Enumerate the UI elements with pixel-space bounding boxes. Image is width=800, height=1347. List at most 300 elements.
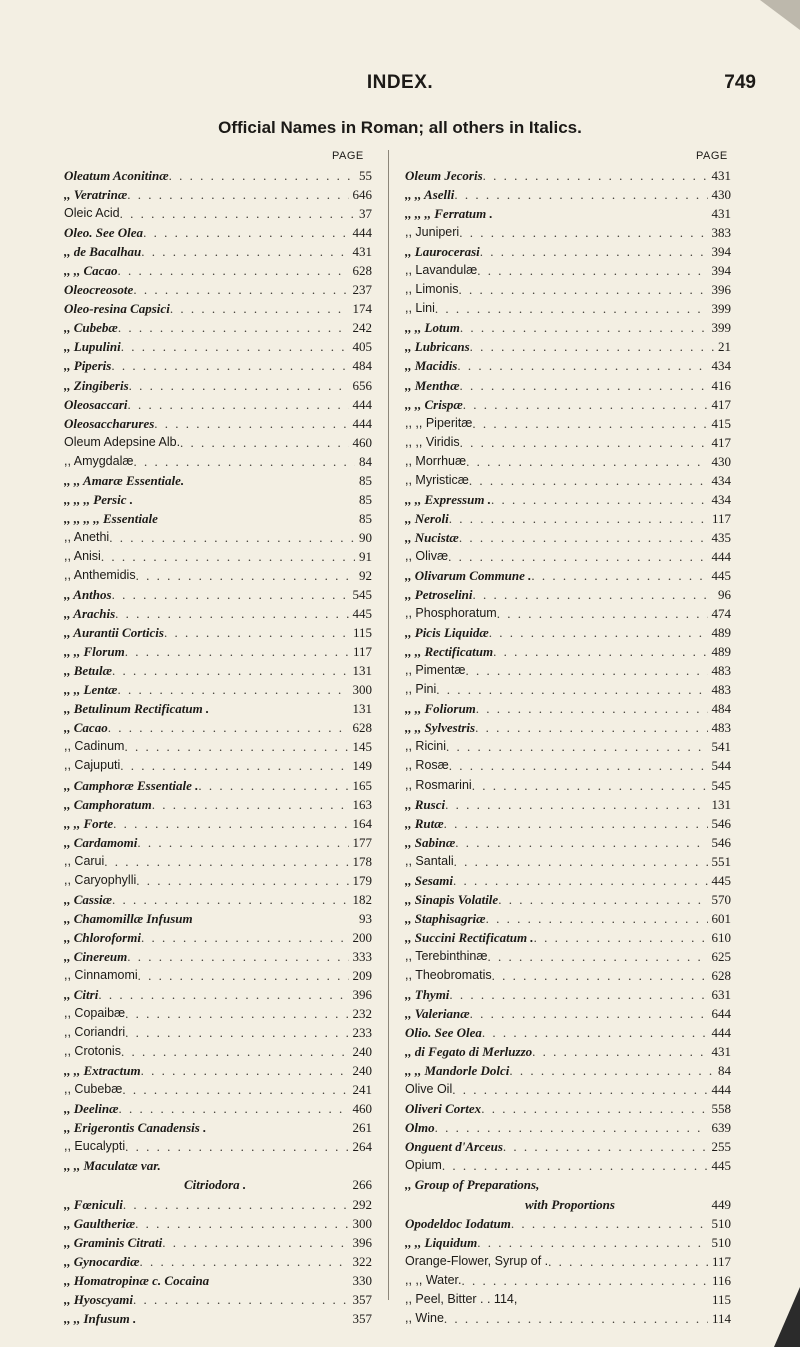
entry-name: ,, ,, ,, Ferratum . <box>405 206 493 222</box>
leader-dots <box>127 947 348 966</box>
leader-dots <box>445 795 707 814</box>
entry-page-number <box>368 1156 372 1175</box>
entry-page-number: 444 <box>352 396 372 412</box>
entry-page-number: 242 <box>352 320 372 336</box>
leader-dots <box>128 395 349 414</box>
leader-dots <box>133 280 348 299</box>
index-entry <box>405 1042 731 1061</box>
index-entry <box>64 1042 372 1061</box>
leader-dots <box>115 604 348 623</box>
index-entry <box>64 680 372 699</box>
leader-dots <box>180 433 348 452</box>
index-entry <box>64 547 372 566</box>
entry-name: ,, Valerianæ <box>405 1006 470 1022</box>
entry-page-number: 628 <box>711 967 731 983</box>
entry-page-number: 240 <box>352 1044 372 1060</box>
entry-page-number: 444 <box>711 1025 731 1041</box>
entry-name: ,, ,, Foliorum <box>405 701 476 717</box>
entry-name: Oleosaccharures <box>64 415 155 431</box>
leader-dots <box>184 471 355 490</box>
index-entry <box>64 566 372 585</box>
entry-name: ,, Rutæ <box>405 815 444 831</box>
index-entry <box>64 1061 372 1080</box>
index-entry <box>405 1023 731 1042</box>
entry-page-number: 610 <box>711 929 731 945</box>
leader-dots <box>141 242 348 261</box>
entry-name: Oleic Acid <box>64 206 120 221</box>
index-entry <box>64 718 372 737</box>
entry-page-number: 431 <box>711 168 731 183</box>
entry-name: ,, Limonis <box>405 282 459 297</box>
leader-dots <box>615 1195 708 1214</box>
page-title: INDEX. <box>366 72 434 93</box>
entry-name: ,, Morrhuæ <box>405 453 467 468</box>
index-entry <box>64 204 372 223</box>
index-entry <box>405 223 731 242</box>
entry-page-number: 396 <box>352 987 372 1003</box>
index-entry <box>405 337 731 356</box>
index-entry <box>64 623 372 642</box>
leader-dots <box>454 185 707 204</box>
leader-dots <box>101 547 355 566</box>
entry-page-number: 445 <box>711 872 731 888</box>
entry-name: ,, Betulinum Rectificatum . <box>64 701 210 717</box>
index-entry <box>64 337 372 356</box>
entry-page-number: 417 <box>711 434 731 450</box>
entry-page-number: 333 <box>352 948 372 964</box>
entry-page-number: 233 <box>352 1025 372 1041</box>
leader-dots <box>435 1118 708 1137</box>
leader-dots <box>121 337 349 356</box>
index-entry <box>405 776 731 795</box>
index-entry <box>64 966 372 985</box>
index-entry <box>64 1004 372 1023</box>
entry-page-number: 149 <box>352 758 372 774</box>
leader-dots <box>170 299 349 318</box>
entry-name: ,, Theobromatis <box>405 967 492 982</box>
entry-name: ,, Deelinæ <box>64 1101 119 1117</box>
leader-dots <box>491 490 708 509</box>
leader-dots <box>104 852 348 871</box>
entry-name: ,, ,, Florum <box>64 644 125 660</box>
leader-dots <box>125 1023 348 1042</box>
entry-name: ,, ,, ,, Persic . <box>64 491 133 507</box>
entry-page-number: 431 <box>711 1044 731 1060</box>
leader-dots <box>466 452 707 471</box>
entry-name: ,, Caryophylli <box>64 872 137 887</box>
entry-page-number: 237 <box>352 282 372 298</box>
entry-page-number: 178 <box>352 853 372 869</box>
leader-dots <box>493 204 708 223</box>
index-entry <box>64 299 372 318</box>
leader-dots <box>497 604 708 623</box>
entry-name: ,, Eucalypti <box>64 1139 126 1154</box>
entry-page-number: 431 <box>711 206 731 222</box>
leader-dots <box>449 985 707 1004</box>
index-entry <box>405 966 731 985</box>
entry-page-number: 558 <box>711 1101 731 1117</box>
entry-page-number: 394 <box>711 263 731 279</box>
index-entry <box>405 1004 731 1023</box>
entry-name: ,, Nucistæ <box>405 529 459 545</box>
index-entry <box>405 909 731 928</box>
page-header <box>40 72 760 102</box>
index-entry <box>64 471 372 490</box>
entry-name: ,, Cinnamomi <box>64 967 138 982</box>
index-entry <box>64 795 372 814</box>
entry-page-number: 394 <box>711 244 731 260</box>
entry-page-number: 546 <box>711 815 731 831</box>
entry-page-number: 117 <box>711 1253 731 1269</box>
entry-page-number: 255 <box>711 1139 731 1155</box>
leader-dots <box>460 433 708 452</box>
leader-dots <box>448 547 707 566</box>
index-entry <box>64 318 372 337</box>
entry-name: ,, Group of Preparations, <box>405 1177 540 1193</box>
entry-name: ,, Crotonis <box>64 1044 121 1059</box>
index-entry <box>405 280 731 299</box>
entry-name: ,, Gaultheriæ <box>64 1215 136 1231</box>
entry-page-number: 510 <box>711 1215 731 1231</box>
entry-name: ,, Wine <box>405 1310 444 1325</box>
entry-name: ,, ,, ,, ,, Essentiale <box>64 510 158 526</box>
entry-page-number: 399 <box>711 301 731 317</box>
entry-page-number: 164 <box>352 815 372 831</box>
entry-name: ,, Rosæ <box>405 758 449 773</box>
leader-dots <box>476 699 708 718</box>
entry-page-number: 431 <box>352 244 372 260</box>
leader-dots <box>141 928 349 947</box>
entry-name: ,, ,, Piperitæ <box>405 415 473 430</box>
index-entry <box>64 280 372 299</box>
index-entry <box>405 1156 731 1175</box>
leader-dots <box>463 395 708 414</box>
leader-dots <box>487 947 707 966</box>
entry-name: ,, Anethi <box>64 529 110 544</box>
entry-name: Citriodora . <box>184 1177 247 1193</box>
entry-name: ,, ,, Cacao <box>64 263 118 279</box>
entry-name: Oleum Adepsine Alb. <box>64 434 181 449</box>
entry-name: Onguent d'Arceus <box>405 1139 503 1155</box>
index-entry <box>405 547 731 566</box>
leader-dots <box>112 661 348 680</box>
entry-page-number: 261 <box>352 1120 372 1136</box>
entry-name: ,, Cinereum <box>64 948 128 964</box>
index-entry <box>64 1156 372 1175</box>
entry-page-number <box>727 1175 731 1194</box>
index-entry <box>405 299 731 318</box>
entry-name: ,, Graminis Citrati <box>64 1234 163 1250</box>
leader-dots <box>193 909 355 928</box>
leader-dots <box>139 1252 348 1271</box>
entry-name: ,, Amygdalæ <box>64 453 134 468</box>
index-entry <box>405 680 731 699</box>
entry-page-number: 483 <box>711 663 731 679</box>
entry-page-number: 489 <box>711 644 731 660</box>
entry-name: ,, Veratrinæ <box>64 187 128 203</box>
leader-dots <box>143 223 348 242</box>
index-entry <box>64 1271 372 1290</box>
entry-page-number: 628 <box>352 263 372 279</box>
entry-name: ,, Camphoræ Essentiale . <box>64 777 199 793</box>
entry-page-number: 182 <box>352 891 372 907</box>
entry-page-number: 430 <box>711 187 731 203</box>
entry-page-number: 405 <box>352 339 372 355</box>
entry-name: ,, Homatropinæ c. Cocaina <box>64 1272 210 1288</box>
leader-dots <box>117 261 348 280</box>
leader-dots <box>548 1252 708 1271</box>
entry-page-number: 37 <box>359 206 372 222</box>
entry-page-number: 300 <box>352 1215 372 1231</box>
leader-dots <box>454 852 708 871</box>
entry-page-number: 200 <box>352 929 372 945</box>
entry-page-number: 232 <box>352 1006 372 1022</box>
entry-name: ,, Lupulini <box>64 339 121 355</box>
index-entry <box>405 585 731 604</box>
entry-name: ,, ,, Lotum <box>405 320 460 336</box>
right-index-column <box>405 166 731 1328</box>
entry-name: ,, Cacao <box>64 720 108 736</box>
entry-name: ,, ,, Infusum . <box>64 1310 137 1326</box>
index-entry <box>405 1137 731 1156</box>
entry-page-number: 131 <box>711 796 731 812</box>
leader-dots <box>111 356 348 375</box>
index-entry <box>405 1118 731 1137</box>
index-entry <box>405 261 731 280</box>
entry-name: ,, ,, Amaræ Essentiale. <box>64 472 185 488</box>
index-entry <box>64 699 372 718</box>
leader-dots <box>469 471 708 490</box>
leader-dots <box>435 299 708 318</box>
entry-name: ,, Sesami <box>405 872 454 888</box>
entry-page-number: 631 <box>711 987 731 1003</box>
index-entry <box>405 814 731 833</box>
entry-page-number: 546 <box>711 834 731 850</box>
index-entry <box>64 261 372 280</box>
entry-page-number: 545 <box>352 587 372 603</box>
entry-page-number: 91 <box>359 548 372 564</box>
leader-dots <box>246 1175 348 1194</box>
index-entry <box>405 1080 731 1099</box>
entry-page-number: 434 <box>711 491 731 507</box>
entry-name: ,, Petroselini <box>405 587 473 603</box>
entry-name: ,, Aurantii Corticis <box>64 625 164 641</box>
entry-page-number: 177 <box>352 834 372 850</box>
entry-name: ,, Anisi <box>64 548 101 563</box>
entry-page-number: 484 <box>352 358 372 374</box>
index-entry <box>405 376 731 395</box>
index-entry <box>64 1195 372 1214</box>
entry-name: ,, Picis Liquidæ <box>405 625 489 641</box>
leader-dots <box>477 1233 707 1252</box>
index-entry <box>405 490 731 509</box>
leader-dots <box>446 737 708 756</box>
entry-name: ,, ,, Viridis <box>405 434 460 449</box>
leader-dots <box>444 814 708 833</box>
leader-dots <box>117 680 348 699</box>
entry-page-number: 131 <box>352 663 372 679</box>
leader-dots <box>465 661 707 680</box>
leader-dots <box>169 166 355 185</box>
entry-name: ,, ,, Extractum <box>64 1063 141 1079</box>
entry-page-number: 416 <box>711 377 731 393</box>
entry-name: ,, Rosmarini <box>405 777 472 792</box>
entry-name: Oleum Jecoris <box>405 168 483 183</box>
leader-dots <box>472 414 707 433</box>
entry-name: ,, Erigerontis Canadensis . <box>64 1120 207 1136</box>
index-entry <box>405 737 731 756</box>
entry-page-number: 445 <box>352 606 372 622</box>
entry-name: ,, Laurocerasi <box>405 244 480 260</box>
entry-page-number: 396 <box>352 1234 372 1250</box>
index-entry <box>405 852 731 871</box>
index-entry <box>405 985 731 1004</box>
index-entry <box>405 890 731 909</box>
leader-dots <box>125 1004 348 1023</box>
entry-page-number: 460 <box>352 1101 372 1117</box>
leader-dots <box>206 1118 348 1137</box>
entry-page-number: 357 <box>352 1310 372 1326</box>
entry-name: ,, ,, Maculatæ var. <box>64 1158 161 1174</box>
index-entry <box>405 833 731 852</box>
entry-name: Oleo-resina Capsici <box>64 301 170 317</box>
leader-dots <box>475 718 707 737</box>
index-entry <box>405 395 731 414</box>
entry-name: ,, ,, Sylvestris <box>405 720 476 736</box>
entry-name: ,, Olivarum Commune . <box>405 567 532 583</box>
entry-name: ,, ,, Expressum . <box>405 491 491 507</box>
leader-dots <box>125 642 349 661</box>
index-entry <box>405 204 731 223</box>
index-entry <box>405 1195 731 1214</box>
entry-name: Oleocreosote <box>64 282 134 298</box>
index-entry <box>64 1214 372 1233</box>
index-entry <box>64 1233 372 1252</box>
leader-dots <box>455 833 707 852</box>
entry-page-number: 444 <box>711 1082 731 1098</box>
index-entry <box>64 604 372 623</box>
entry-page-number: 551 <box>711 853 731 869</box>
left-column-page-heading: PAGE <box>332 150 364 162</box>
entry-page-number: 90 <box>359 529 372 545</box>
entry-name: Olmo <box>405 1120 435 1136</box>
index-entry <box>64 852 372 871</box>
leader-dots <box>449 756 708 775</box>
entry-page-number: 264 <box>352 1139 372 1155</box>
entry-page-number: 544 <box>711 758 731 774</box>
entry-page-number: 114 <box>711 1310 731 1326</box>
index-entry <box>64 985 372 1004</box>
entry-page-number: 145 <box>352 739 372 755</box>
entry-page-number: 117 <box>352 644 372 660</box>
index-entry <box>64 1023 372 1042</box>
entry-page-number: 93 <box>359 910 372 926</box>
entry-name: ,, Arachis <box>64 606 116 622</box>
entry-page-number: 266 <box>352 1177 372 1193</box>
leader-dots <box>531 566 707 585</box>
index-entry <box>405 1214 731 1233</box>
leader-dots <box>136 1309 348 1328</box>
entry-name: ,, ,, Water. <box>405 1272 462 1287</box>
index-entry <box>405 1271 731 1290</box>
index-entry <box>64 376 372 395</box>
entry-page-number: 92 <box>359 567 372 583</box>
entry-name: ,, Cajuputi <box>64 758 121 773</box>
entry-name: ,, ,, Aselli <box>405 187 455 203</box>
leader-dots <box>457 356 707 375</box>
entry-page-number: 489 <box>711 625 731 641</box>
leader-dots <box>162 1233 348 1252</box>
index-entry <box>405 318 731 337</box>
entry-name: ,, ,, Rectificatum <box>405 644 494 660</box>
leader-dots <box>498 890 707 909</box>
index-entry <box>405 566 731 585</box>
leader-dots <box>452 1080 707 1099</box>
entry-page-number: 460 <box>352 434 372 450</box>
entry-name: ,, Hyoscyami <box>64 1291 133 1307</box>
entry-name: ,, Cardamomi <box>64 834 138 850</box>
leader-dots <box>509 1061 714 1080</box>
index-entry <box>64 585 372 604</box>
index-entry <box>64 509 372 528</box>
entry-name: ,, Thymi <box>405 987 450 1003</box>
index-entry <box>64 756 372 775</box>
leader-dots <box>161 1156 368 1175</box>
entry-page-number: 84 <box>718 1063 731 1079</box>
index-entry <box>405 185 731 204</box>
entry-page-number: 570 <box>711 891 731 907</box>
entry-page-number: 483 <box>711 682 731 698</box>
entry-page-number: 383 <box>711 225 731 241</box>
index-entry <box>64 1137 372 1156</box>
entry-name: ,, Myristicæ <box>405 472 469 487</box>
leader-dots <box>539 1175 727 1194</box>
index-entry <box>64 890 372 909</box>
entry-name: with Proportions <box>525 1196 615 1212</box>
index-entry <box>64 1175 372 1194</box>
index-entry <box>64 871 372 890</box>
leader-dots <box>121 1042 349 1061</box>
entry-name: ,, Peel, Bitter . . 114, <box>405 1291 518 1306</box>
entry-name: ,, Zingiberis <box>64 377 129 393</box>
entry-page-number: 430 <box>711 453 731 469</box>
entry-page-number: 417 <box>711 396 731 412</box>
leader-dots <box>141 1061 349 1080</box>
entry-name: ,, Ricini <box>405 739 446 754</box>
leader-dots <box>136 871 348 890</box>
entry-name: ,, Cassiæ <box>64 891 113 907</box>
index-entry <box>64 452 372 471</box>
entry-page-number: 209 <box>352 967 372 983</box>
leader-dots <box>109 528 355 547</box>
leader-dots <box>122 1080 348 1099</box>
entry-name: ,, de Bacalhau <box>64 244 142 260</box>
leader-dots <box>118 318 349 337</box>
entry-name: ,, ,, Crispæ <box>405 396 463 412</box>
right-column-page-heading: PAGE <box>696 150 728 162</box>
entry-page-number: 639 <box>711 1120 731 1136</box>
index-entry <box>64 1309 372 1328</box>
index-entry <box>64 947 372 966</box>
leader-dots <box>152 795 349 814</box>
entry-name: ,, Pimentæ <box>405 663 466 678</box>
entry-page-number: 240 <box>352 1063 372 1079</box>
entry-page-number: 444 <box>352 415 372 431</box>
leader-dots <box>436 680 707 699</box>
entry-name: ,, Menthæ <box>405 377 460 393</box>
entry-name: Olio. See Olea <box>405 1025 482 1041</box>
entry-page-number: 131 <box>352 701 372 717</box>
